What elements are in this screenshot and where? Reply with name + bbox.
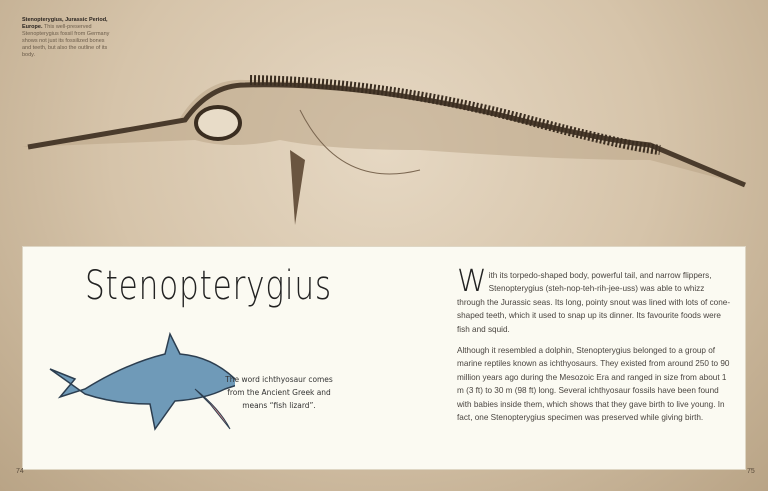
caption-heading: Stenopterygius, Jurassic Period, Europe. — [22, 17, 108, 30]
content-panel — [22, 246, 746, 470]
page-number-left: 74 — [16, 468, 24, 475]
page-title: Stenopterygius — [85, 263, 332, 309]
ichthyosaur-illustration — [45, 329, 235, 449]
page-number-right: 75 — [747, 468, 755, 475]
photo-caption — [22, 17, 114, 59]
paragraph-1-text: ith its torpedo-shaped body, powerful tail, and narrow flippers, Stenopterygius (steh-nop-teh-rih-jee-uss) was able to whizz through the Jurassic seas. Its long, pointy snout was lined with lots of cone-shaped teeth, which it used to snap up its dinner. Its favourite foods were fish and squid. — [457, 271, 731, 334]
fact-callout: The word ichthyosaur comes from the Ancient Greek and means “fish lizard”. — [225, 374, 333, 410]
body-text — [457, 264, 733, 432]
fossil-skeleton-image — [0, 0, 768, 245]
caption-text: This well-preserved Stenopterygius fossil from Germany shows not just its fossilized bones and teeth, but also the outline of its body. — [22, 24, 110, 58]
paragraph-1 — [457, 264, 733, 336]
drop-cap: W — [457, 264, 487, 299]
paragraph-2: Although it resembled a dolphin, Stenopterygius belonged to a group of marine reptiles known as ichthyosaurs. They existed from around 250 to 90 million years ago during the Mesozoic Era and ranged in size from about 1 m (3 ft) to 30 m (98 ft) long. Several ichthyosaur fossils have been found with babies inside them, which shows that they gave birth to live young. In fact, one Stenopterygius specimen was preserved while giving birth. — [457, 346, 730, 423]
